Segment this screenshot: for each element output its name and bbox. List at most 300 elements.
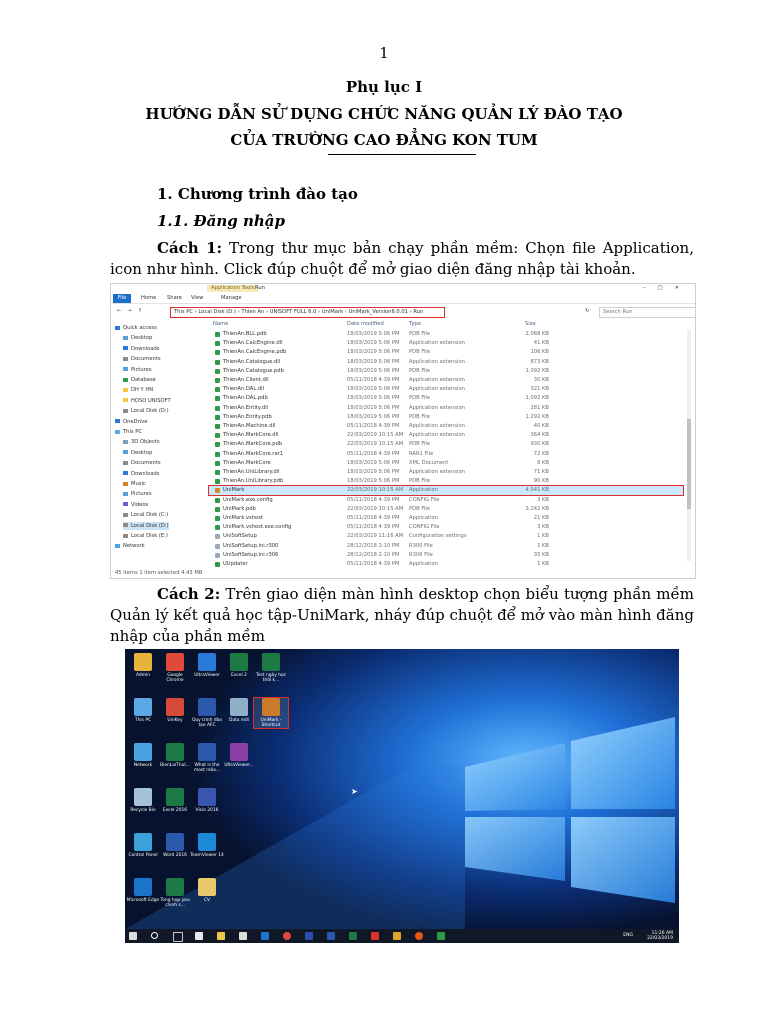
application-tools-label: Application Tools (207, 285, 258, 292)
desktop-shortcut[interactable] (158, 743, 192, 768)
nav-item[interactable] (123, 366, 152, 374)
file-row[interactable] (209, 459, 683, 468)
nav-item-label: Documents (131, 356, 161, 363)
nav-item-label: Pictures (131, 366, 152, 373)
folder-icon (123, 534, 128, 538)
file-size: 2,068 KB (525, 331, 549, 337)
nav-item[interactable] (123, 532, 168, 540)
file-explorer-taskbar-icon[interactable] (217, 932, 225, 940)
file-explorer-screenshot (110, 283, 696, 579)
nav-item[interactable] (123, 355, 161, 363)
shortcut-label: Quy trình đào tạo AFC (191, 718, 223, 728)
file-icon (215, 369, 220, 374)
file-row[interactable] (209, 450, 683, 459)
shortcut-label: UniKey (167, 718, 183, 723)
unikey-taskbar-icon[interactable] (393, 932, 401, 940)
file-type: PDB File (409, 441, 431, 448)
folder-icon (115, 419, 120, 423)
file-type: Application (409, 561, 438, 567)
shortcut-label: Tong hop yeu chinh s... (160, 898, 190, 908)
file-row[interactable] (209, 486, 683, 495)
file-row[interactable] (209, 404, 683, 413)
file-type: PDB File (409, 395, 431, 402)
search-input[interactable]: Search Run (599, 307, 696, 318)
shortcut-label: Control Panel (128, 853, 158, 858)
desktop-shortcut[interactable] (158, 698, 192, 723)
folder-icon (123, 471, 128, 475)
search-icon[interactable] (151, 932, 158, 939)
file-type: CONFIG File (409, 496, 440, 503)
nav-item[interactable] (123, 480, 146, 488)
column-header[interactable]: Size (525, 321, 536, 327)
file-name: UniSoftSetup (223, 533, 257, 540)
store-icon[interactable] (239, 932, 247, 940)
nav-item[interactable] (123, 438, 160, 446)
file-type: RAR1 File (409, 450, 434, 457)
desktop-shortcut[interactable] (158, 788, 192, 813)
file-date: 18/03/2019 5:06 PM (347, 413, 400, 420)
shortcut-label: CV (203, 898, 211, 903)
file-date: 22/03/2019 10:15 AM (347, 441, 404, 448)
file-type: Application extension (409, 358, 465, 365)
desktop-shortcut[interactable] (190, 788, 224, 813)
file-size: 1 KB (537, 561, 549, 567)
shortcut-label: UltraViewer... (224, 763, 254, 768)
nav-item-label: Local Disk (D:) (131, 408, 169, 415)
file-row[interactable] (209, 376, 683, 385)
file-icon (215, 396, 220, 401)
file-name: ThienAn.DAL.dll (223, 386, 265, 393)
file-size: 30 KB (533, 377, 549, 383)
file-date: 22/03/2019 10:15 AM (347, 432, 404, 439)
ribbon-tab-manage[interactable]: Manage (221, 295, 242, 301)
file-name: UniSoftSetup.ini.r300 (223, 542, 279, 549)
file-name: UniMark (223, 487, 245, 494)
file-date: 18/03/2019 5:06 PM (347, 386, 400, 393)
file-row[interactable] (209, 431, 683, 440)
folder-icon (123, 440, 128, 444)
shortcut-label: This PC (134, 718, 152, 723)
file-name: ThienAn.MarkCore.dll (223, 432, 279, 439)
taskbar-clock[interactable] (647, 931, 673, 941)
nav-item[interactable] (123, 449, 152, 457)
desktop-shortcut[interactable] (126, 698, 160, 723)
nav-item[interactable] (123, 459, 161, 467)
nav-item-label: OneDrive (123, 418, 148, 425)
file-type: Application (409, 515, 438, 521)
file-size: 71 KB (533, 469, 549, 475)
file-row[interactable] (209, 523, 683, 532)
ribbon-tab-share[interactable]: Share (167, 295, 182, 301)
settings-icon[interactable] (305, 932, 313, 940)
folder-icon (123, 482, 128, 486)
file-name: ThienAn.CalcEngine.dll (223, 340, 283, 347)
shortcut-label: Excel 2016 (162, 808, 188, 813)
file-date: 05/11/2018 4:39 PM (347, 423, 400, 429)
file-icon (215, 406, 220, 411)
desktop-shortcut[interactable] (190, 653, 224, 678)
file-name: ThienAn.DAL.pdb (223, 395, 268, 402)
file-icon (215, 360, 220, 365)
nav-item-label: Database (131, 377, 156, 383)
file-row[interactable] (209, 339, 683, 348)
nav-item-label: Quick access (123, 325, 157, 331)
file-row[interactable] (209, 367, 683, 376)
column-header[interactable]: Type (409, 321, 421, 327)
file-size: 3 KB (537, 524, 549, 531)
desktop-shortcut[interactable] (254, 653, 288, 683)
shortcut-icon (198, 788, 216, 806)
file-size: 1,092 KB (525, 395, 549, 402)
folder-icon (123, 346, 128, 350)
nav-item-label: Local Disk (D:) (131, 522, 169, 529)
folder-icon (123, 378, 128, 382)
scrollbar-thumb[interactable] (687, 419, 691, 509)
file-size: 4,541 KB (525, 487, 549, 494)
nav-item[interactable] (123, 511, 168, 519)
file-date: 22/03/2019 11:16 AM (347, 533, 404, 540)
language-indicator[interactable]: ENG (623, 933, 633, 938)
file-row[interactable] (209, 394, 683, 403)
file-list (209, 320, 687, 568)
file-type: PDB File (409, 331, 431, 337)
windows-desktop-screenshot (125, 649, 679, 943)
file-name: UniMark.vshost (223, 515, 263, 521)
file-type: Configuration settings (409, 533, 467, 540)
file-name: UniSoftSetup.ini.r306 (223, 551, 279, 558)
file-type: Application (409, 487, 438, 494)
nav-item-label: Local Disk (E:) (131, 533, 168, 539)
file-row[interactable] (209, 532, 683, 541)
refresh-icon[interactable]: ↻ (585, 308, 590, 314)
file-size: 364 KB (530, 432, 549, 439)
file-size: 8 KB (537, 459, 549, 466)
nav-item[interactable] (123, 407, 169, 415)
folder-icon (123, 336, 128, 340)
shortcut-label: BienLaiThuI... (160, 763, 190, 768)
desktop-shortcut[interactable] (190, 743, 224, 773)
file-size: 35 KB (533, 551, 549, 558)
nav-item[interactable] (123, 397, 171, 405)
file-row[interactable] (209, 551, 683, 560)
shortcut-icon (198, 653, 216, 671)
file-icon (215, 507, 220, 512)
nav-item[interactable] (123, 522, 169, 530)
file-icon (215, 378, 220, 383)
shortcut-label: Network (133, 763, 153, 768)
task-view-icon[interactable] (173, 932, 183, 942)
file-type: R300 File (409, 542, 433, 549)
nav-item[interactable] (123, 386, 153, 394)
taskbar (125, 929, 679, 943)
file-name: ThienAn.Catalogue.pdb (223, 367, 284, 374)
nav-item[interactable] (123, 345, 160, 353)
edge-taskbar-icon[interactable] (261, 932, 269, 940)
start-button-icon[interactable] (129, 932, 137, 940)
file-icon (215, 516, 220, 521)
file-row[interactable] (209, 542, 683, 551)
window-controls[interactable]: –□✕ (643, 285, 691, 291)
folder-icon (123, 367, 128, 371)
document-title-line-1: HƯỚNG DẪN SỬ DỤNG CHỨC NĂNG QUẢN LÝ ĐÀO TẠO (145, 105, 623, 123)
column-header[interactable]: Date modified (347, 321, 384, 327)
file-size: 40 KB (533, 423, 549, 429)
file-type: Application extension (409, 432, 465, 439)
shortcut-icon (230, 653, 248, 671)
nav-item[interactable] (123, 470, 160, 478)
nav-item-label: Videos (131, 501, 149, 508)
app-taskbar-icon-2[interactable] (415, 932, 423, 940)
nav-item-label: Local Disk (C:) (131, 512, 169, 519)
file-row[interactable] (209, 560, 683, 569)
nav-item[interactable] (115, 542, 145, 550)
shortcut-icon (166, 743, 184, 761)
desktop-shortcut[interactable] (254, 698, 288, 728)
shortcut-icon (198, 878, 216, 896)
nav-item-label: Downloads (131, 470, 160, 477)
app-taskbar-icon-3[interactable] (437, 932, 445, 940)
folder-icon (115, 326, 120, 330)
file-name: ThienAn.MarkCore.rar1 (223, 450, 284, 457)
shortcut-icon (230, 698, 248, 716)
ribbon-tab-view[interactable]: View (191, 295, 204, 301)
file-type: Application extension (409, 377, 465, 383)
file-name: UniMark.pdb (223, 505, 256, 512)
ribbon-tab-home[interactable]: Home (141, 295, 157, 301)
nav-item[interactable] (123, 490, 152, 498)
shortcut-icon (262, 698, 280, 716)
shortcut-icon (166, 653, 184, 671)
file-icon (215, 350, 220, 355)
shortcut-icon (198, 833, 216, 851)
ribbon-tab-file[interactable]: File (113, 294, 131, 303)
file-date: 05/11/2018 4:39 PM (347, 377, 400, 383)
file-name: ThienAn.Entity.dll (223, 404, 269, 411)
desktop-shortcut[interactable] (126, 833, 160, 858)
shortcut-label: Excel 2 (231, 673, 247, 678)
file-icon (215, 433, 220, 438)
navigation-buttons[interactable]: ←→↑ (117, 308, 149, 314)
shortcut-icon (198, 743, 216, 761)
file-type: R306 File (409, 551, 433, 558)
nav-item-label: Desktop (131, 335, 153, 342)
file-type: XML Document (409, 459, 449, 466)
file-row[interactable] (209, 422, 683, 431)
file-row[interactable] (209, 358, 683, 367)
section-heading: 1. Chương trình đào tạo (157, 185, 358, 203)
file-type: PDB File (409, 413, 431, 420)
shortcut-icon (262, 653, 280, 671)
file-name: ThienAn.Entity.pdb (223, 413, 272, 420)
nav-item-label: HOSO UNISOFT (131, 397, 171, 404)
file-name: ThienAn.MarkCore.pdb (223, 441, 283, 448)
shortcut-label: Word 2016 (163, 853, 187, 858)
shortcut-label: UltraViewer (194, 673, 220, 678)
nav-item[interactable] (115, 324, 157, 332)
file-size: 321 KB (530, 386, 549, 393)
file-size: 930 KB (530, 441, 549, 448)
title-underline (328, 154, 476, 155)
shortcut-icon (166, 788, 184, 806)
shortcut-icon (134, 833, 152, 851)
file-row[interactable] (209, 348, 683, 357)
shortcut-icon (134, 878, 152, 896)
file-size: 90 KB (533, 478, 549, 485)
shortcut-icon (166, 698, 184, 716)
file-row[interactable] (209, 385, 683, 394)
file-name: ThienAn.Machine.dll (223, 423, 276, 429)
file-date: 28/12/2018 2:10 PM (347, 551, 400, 558)
file-row[interactable] (209, 413, 683, 422)
ribbon (111, 294, 695, 304)
shortcut-icon (166, 878, 184, 896)
nav-item-label: Documents (131, 460, 161, 467)
app-taskbar-icon[interactable] (371, 932, 379, 940)
desktop-shortcut[interactable] (126, 788, 160, 813)
folder-icon (123, 388, 128, 392)
method-2-text: Trên giao diện màn hình desktop chọn biểu tượng phần mềm Quản lý kết quả học tập-UniMark, nháy đúp chuột để mở vào màn hình đăng nhập của phần mềm (110, 585, 694, 645)
folder-icon (123, 513, 128, 517)
status-bar: 45 items 1 item selected 4.43 MB (115, 570, 203, 576)
shortcut-icon (166, 833, 184, 851)
nav-item[interactable] (123, 334, 152, 342)
file-size: 873 KB (530, 358, 549, 365)
method-2-label: Cách 2: (157, 585, 221, 603)
desktop-shortcut[interactable] (222, 743, 256, 768)
column-header[interactable]: Name (213, 321, 229, 327)
shortcut-label: Admin (136, 673, 150, 678)
file-row[interactable] (209, 330, 683, 339)
folder-icon (123, 409, 128, 413)
shortcut-label: TeamViewer 14 (190, 853, 224, 858)
file-name: UniMark.vshost.exe.config (223, 524, 292, 531)
breadcrumb-path[interactable]: This PC › Local Disk (D:) › Thien An › UNISOFT FULL 6.0 › UniMark › UniMark_Version6.0.01 › Run (170, 307, 445, 318)
desktop-shortcut[interactable] (190, 833, 224, 858)
file-date: 18/03/2019 5:06 PM (347, 469, 400, 475)
file-type: Application extension (409, 423, 465, 429)
nav-item[interactable] (115, 418, 147, 426)
desktop-shortcut[interactable] (222, 698, 256, 723)
file-icon (215, 525, 220, 530)
file-icon (215, 498, 220, 503)
file-date: 18/03/2019 5:06 PM (347, 395, 400, 402)
file-name: UniMark.exe.config (223, 496, 273, 503)
file-icon (215, 415, 220, 420)
file-row[interactable] (209, 505, 683, 514)
method-1-text: Trong thư mục bản chạy phần mềm: Chọn file Application, icon như hình. Click đúp chuột để mở giao diện đăng nhập tài khoản. (110, 239, 694, 278)
desktop-shortcut[interactable] (222, 653, 256, 678)
nav-item[interactable] (115, 428, 142, 436)
file-type: PDB File (409, 367, 431, 374)
file-name: ThienAn.Catalogue.dll (223, 358, 281, 365)
file-date: 18/03/2019 5:06 PM (347, 459, 400, 466)
nav-item[interactable] (123, 376, 156, 384)
shortcut-icon (134, 653, 152, 671)
nav-item-label: Music (131, 481, 146, 487)
file-row[interactable] (209, 514, 683, 523)
folder-icon (123, 502, 128, 506)
desktop-shortcut[interactable] (126, 653, 160, 678)
shortcut-icon (134, 743, 152, 761)
file-date: 05/11/2018 4:39 PM (347, 450, 400, 457)
folder-icon (115, 544, 120, 548)
explorer-title-bar (111, 284, 695, 293)
file-date: 18/03/2019 5:06 PM (347, 358, 400, 365)
vertical-scrollbar[interactable] (687, 329, 691, 561)
file-row[interactable] (209, 440, 683, 449)
nav-item-label: Desktop (131, 449, 153, 456)
window-title: Run (255, 285, 265, 291)
file-icon (215, 452, 220, 457)
file-icon (215, 332, 220, 337)
file-date: 18/03/2019 5:06 PM (347, 404, 400, 411)
desktop-shortcut[interactable] (190, 878, 224, 903)
mail-icon[interactable] (195, 932, 203, 940)
folder-icon (123, 492, 128, 496)
shortcut-label: Microsoft Edge (126, 898, 160, 903)
file-size: 1 KB (537, 533, 549, 540)
address-bar-row (111, 305, 695, 319)
file-date: 05/11/2018 4:39 PM (347, 496, 400, 503)
file-icon (215, 544, 220, 549)
file-size: 3 KB (537, 496, 549, 503)
file-name: ThienAn.MarkCore (223, 459, 271, 466)
file-type: Application extension (409, 386, 465, 393)
file-date: 22/03/2019 10:15 AM (347, 505, 404, 512)
file-icon (215, 534, 220, 539)
desktop-shortcut[interactable] (190, 698, 224, 728)
shortcut-label: Visio 2016 (195, 808, 219, 813)
desktop-shortcut[interactable] (126, 878, 160, 903)
desktop-shortcut[interactable] (158, 653, 192, 683)
document-title-line-2: CỦA TRƯỜNG CAO ĐẲNG KON TUM (230, 131, 538, 149)
shortcut-icon (134, 788, 152, 806)
file-row[interactable] (209, 477, 683, 486)
file-date: 22/03/2019 10:15 AM (347, 487, 404, 494)
desktop-shortcut[interactable] (158, 833, 192, 858)
clock-date: 22/03/2019 (647, 936, 673, 941)
file-date: 18/03/2019 5:06 PM (347, 349, 400, 356)
nav-item-label: This PC (123, 429, 142, 435)
file-icon (215, 553, 220, 558)
file-date: 18/03/2019 5:06 PM (347, 331, 400, 337)
file-row[interactable] (209, 496, 683, 505)
folder-icon (123, 523, 128, 527)
file-size: 1 KB (537, 542, 549, 549)
file-icon (215, 470, 220, 475)
file-name: UUpdater (223, 561, 248, 567)
excel-taskbar-icon[interactable] (349, 932, 357, 940)
file-date: 28/12/2018 2:10 PM (347, 542, 400, 549)
file-row[interactable] (209, 468, 683, 477)
word-taskbar-icon[interactable] (327, 932, 335, 940)
file-size: 21 KB (533, 515, 549, 521)
file-icon (215, 442, 220, 447)
file-type: CONFIG File (409, 524, 440, 531)
page-number: 1 (379, 44, 389, 62)
desktop-shortcut[interactable] (158, 878, 192, 908)
file-icon (215, 479, 220, 484)
file-size: 1,292 KB (525, 413, 549, 420)
chrome-taskbar-icon[interactable] (283, 932, 291, 940)
nav-item[interactable] (123, 501, 148, 509)
method-1-label: Cách 1: (157, 239, 223, 257)
desktop-shortcut[interactable] (126, 743, 160, 768)
file-icon (215, 461, 220, 466)
file-type: Application extension (409, 404, 465, 411)
folder-icon (123, 450, 128, 454)
sub-section-heading: 1.1. Đăng nhập (157, 212, 286, 230)
